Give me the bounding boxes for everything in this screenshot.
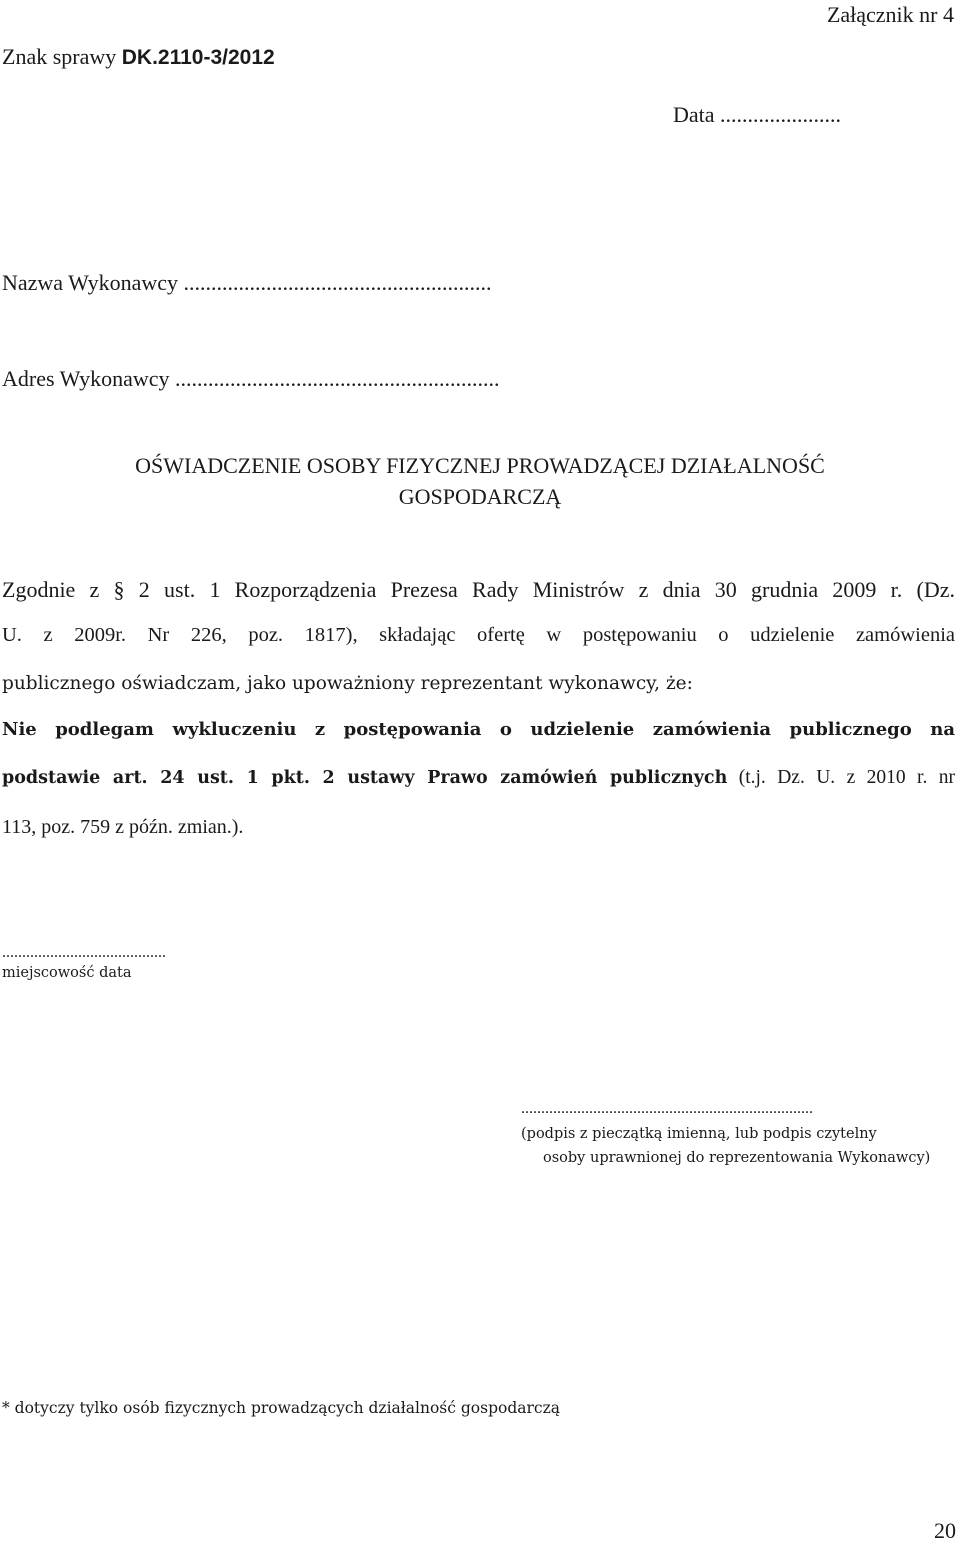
body-line-2: U. z 2009r. Nr 226, poz. 1817), składając ofertę w postępowaniu o udzielenie zamówienia: [2, 624, 955, 646]
annex-label: Załącznik nr 4: [826, 2, 954, 27]
signature-label-line-1: (podpis z pieczątką imienną, lub podpis czytelny: [521, 1126, 877, 1142]
document-title-line-1: OŚWIADCZENIE OSOBY FIZYCZNEJ PROWADZĄCEJ DZIAŁALNOŚĆ: [135, 453, 825, 478]
body-line-1: Zgodnie z § 2 ust. 1 Rozporządzenia Prezesa Rady Ministrów z dnia 30 grudnia 2009 r. (Dz.: [2, 577, 955, 602]
body-line-4: Nie podlegam wykluczeniu z postępowania o udzielenie zamówienia publicznego na: [2, 719, 955, 740]
body-line-5-rest: (t.j. Dz. U. z 2010 r. nr: [727, 767, 955, 788]
body-line-5: [2, 767, 955, 789]
document-title-line-2: GOSPODARCZĄ: [398, 484, 562, 509]
case-reference-number: DK.2110-3/2012: [121, 46, 275, 69]
footnote: * dotyczy tylko osób fizycznych prowadzących działalność gospodarczą: [2, 1399, 560, 1417]
signature-dots: .........................................................................: [521, 1100, 813, 1117]
signature-label-line-2: osoby uprawnionej do reprezentowania Wykonawcy): [543, 1150, 931, 1166]
place-date-dots: .........................................: [2, 944, 166, 961]
place-date-label: miejscowość data: [2, 965, 132, 981]
case-reference: [2, 44, 275, 70]
contractor-address-line: Adres Wykonawcy ...........................................................: [2, 366, 500, 391]
date-line: Data ......................: [673, 102, 842, 127]
case-reference-label: Znak sprawy: [2, 44, 122, 69]
page-number: 20: [934, 1518, 956, 1543]
body-line-6: 113, poz. 759 z późn. zmian.).: [2, 816, 244, 838]
body-line-3: publicznego oświadczam, jako upoważniony reprezentant wykonawcy, że:: [2, 673, 693, 694]
body-line-5-bold: podstawie art. 24 ust. 1 pkt. 2 ustawy Prawo zamówień publicznych: [2, 768, 728, 788]
contractor-name-line: Nazwa Wykonawcy ........................................................: [2, 270, 492, 295]
